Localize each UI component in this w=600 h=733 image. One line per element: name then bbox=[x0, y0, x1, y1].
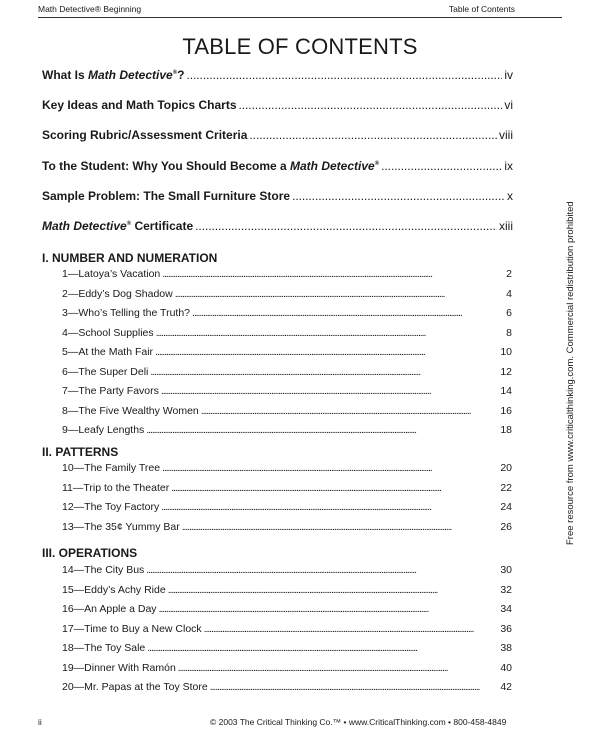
dot-leader bbox=[146, 564, 498, 576]
page-number: 40 bbox=[500, 661, 512, 674]
section-list bbox=[62, 268, 512, 444]
section-heading: I. NUMBER AND NUMERATION bbox=[42, 251, 218, 265]
list-item[interactable] bbox=[62, 405, 512, 425]
toc-entry-key-ideas[interactable] bbox=[42, 98, 513, 128]
item-title: 7—The Party Favors bbox=[62, 385, 159, 397]
item-title: 2—Eddy’s Dog Shadow bbox=[62, 287, 173, 300]
footer-copyright: © 2003 The Critical Thinking Co.™ • www.CriticalThinking.com • 800-458-4849 bbox=[210, 717, 507, 727]
dot-leader bbox=[186, 68, 502, 82]
dot-leader bbox=[171, 482, 498, 494]
header-rule bbox=[38, 17, 562, 18]
list-item[interactable] bbox=[62, 424, 512, 444]
item-title: 9—Leafy Lengths bbox=[62, 424, 145, 436]
section-heading: II. PATTERNS bbox=[42, 445, 119, 459]
list-item[interactable] bbox=[62, 662, 512, 682]
toc-entry-certificate[interactable] bbox=[42, 219, 513, 249]
item-title: 5—At the Math Fair bbox=[62, 346, 154, 358]
dot-leader bbox=[292, 189, 505, 203]
list-item[interactable] bbox=[62, 584, 512, 604]
page-number: ix bbox=[504, 158, 513, 173]
running-header-left: Math Detective® Beginning bbox=[38, 4, 142, 14]
dot-leader bbox=[168, 584, 499, 596]
page-number: 30 bbox=[500, 564, 512, 576]
list-item[interactable] bbox=[62, 521, 512, 541]
item-title: 19—Dinner With Ramón bbox=[62, 661, 176, 674]
dot-leader bbox=[161, 501, 498, 513]
entry-title: Scoring Rubric/Assessment Criteria bbox=[42, 128, 248, 143]
list-item[interactable] bbox=[62, 603, 512, 623]
item-title: 4—School Supplies bbox=[62, 326, 154, 339]
page-number: 14 bbox=[500, 385, 512, 397]
entry-title: Key Ideas and Math Topics Charts bbox=[42, 98, 237, 113]
dot-leader bbox=[147, 642, 498, 654]
side-note: Free resource from www.criticalthinking.com. Commercial redistribution prohibited bbox=[565, 201, 576, 545]
entry-title: Math Detective® Certificate bbox=[42, 218, 194, 233]
item-title: 15—Eddy’s Achy Ride bbox=[62, 583, 166, 596]
page-number: 6 bbox=[506, 307, 512, 319]
dot-leader bbox=[381, 159, 502, 173]
section-heading: III. OPERATIONS bbox=[42, 546, 138, 560]
list-item[interactable] bbox=[62, 327, 512, 347]
toc-entry-scoring-rubric[interactable] bbox=[42, 128, 513, 158]
dot-leader bbox=[210, 681, 499, 693]
page-number: iv bbox=[504, 68, 513, 82]
item-title: 17—Time to Buy a New Clock bbox=[62, 622, 202, 635]
item-title: 1—Latoya’s Vacation bbox=[62, 268, 161, 280]
dot-leader bbox=[182, 521, 499, 533]
section-list bbox=[62, 564, 512, 701]
list-item[interactable] bbox=[62, 501, 512, 521]
page-title: TABLE OF CONTENTS bbox=[182, 34, 418, 59]
toc-entry-sample-problem[interactable] bbox=[42, 189, 513, 219]
page-number: 10 bbox=[500, 346, 512, 358]
page-number: 8 bbox=[506, 326, 512, 339]
dot-leader bbox=[239, 98, 503, 112]
list-item[interactable] bbox=[62, 366, 512, 386]
page-number: 18 bbox=[500, 424, 512, 436]
entry-title: To the Student: Why You Should Become a Math Detective® bbox=[42, 158, 380, 173]
dot-leader bbox=[159, 603, 499, 615]
list-item[interactable] bbox=[62, 307, 512, 327]
list-item[interactable] bbox=[62, 623, 512, 643]
dot-leader bbox=[161, 385, 498, 397]
main-toc bbox=[42, 68, 513, 249]
dot-leader bbox=[156, 327, 505, 339]
page-number: 34 bbox=[500, 603, 512, 615]
page-number: xiii bbox=[499, 218, 513, 233]
page-number: x bbox=[507, 188, 513, 203]
item-title: 8—The Five Wealthy Women bbox=[62, 404, 199, 417]
item-title: 10—The Family Tree bbox=[62, 462, 161, 474]
item-title: 12—The Toy Factory bbox=[62, 501, 160, 513]
page-number: 32 bbox=[500, 583, 512, 596]
item-title: 16—An Apple a Day bbox=[62, 603, 157, 615]
list-item[interactable] bbox=[62, 482, 512, 502]
item-title: 14—The City Bus bbox=[62, 564, 145, 576]
list-item[interactable] bbox=[62, 346, 512, 366]
entry-title: Sample Problem: The Small Furniture Store bbox=[42, 188, 291, 203]
item-title: 18—The Toy Sale bbox=[62, 642, 146, 654]
item-title: 13—The 35¢ Yummy Bar bbox=[62, 520, 180, 533]
dot-leader bbox=[178, 662, 499, 674]
list-item[interactable] bbox=[62, 681, 512, 701]
running-header-right: Table of Contents bbox=[448, 4, 515, 14]
page-number: 38 bbox=[500, 642, 512, 654]
toc-entry-what-is[interactable] bbox=[42, 68, 513, 98]
list-item[interactable] bbox=[62, 288, 512, 308]
page-number: viii bbox=[499, 128, 513, 143]
list-item[interactable] bbox=[62, 462, 512, 482]
section-list bbox=[62, 462, 512, 540]
page-number: 16 bbox=[500, 404, 512, 417]
dot-leader bbox=[249, 128, 497, 142]
dot-leader bbox=[204, 623, 499, 635]
page-number: 22 bbox=[500, 481, 512, 494]
page-number: 4 bbox=[506, 287, 512, 300]
dot-leader bbox=[162, 268, 504, 280]
list-item[interactable] bbox=[62, 564, 512, 584]
dot-leader bbox=[175, 288, 504, 300]
item-title: 6—The Super Deli bbox=[62, 365, 149, 378]
dot-leader bbox=[162, 462, 498, 474]
list-item[interactable] bbox=[62, 642, 512, 662]
page-number: 42 bbox=[500, 681, 512, 693]
item-title: 11—Trip to the Theater bbox=[62, 481, 170, 494]
entry-title: What Is Math Detective®? bbox=[42, 68, 185, 82]
page-number: vi bbox=[504, 98, 513, 113]
page-number: 24 bbox=[500, 501, 512, 513]
page-number: 2 bbox=[506, 268, 512, 280]
dot-leader bbox=[201, 405, 499, 417]
footer-page-number: ii bbox=[38, 717, 42, 727]
dot-leader bbox=[150, 366, 498, 378]
dot-leader bbox=[192, 307, 504, 319]
page-number: 20 bbox=[500, 462, 512, 474]
item-title: 3—Who’s Telling the Truth? bbox=[62, 307, 191, 319]
page-number: 12 bbox=[500, 365, 512, 378]
dot-leader bbox=[195, 219, 497, 233]
page-number: 26 bbox=[500, 520, 512, 533]
item-title: 20—Mr. Papas at the Toy Store bbox=[62, 681, 208, 693]
page-number: 36 bbox=[500, 622, 512, 635]
toc-entry-to-the-student[interactable] bbox=[42, 159, 513, 189]
dot-leader bbox=[155, 346, 498, 358]
list-item[interactable] bbox=[62, 385, 512, 405]
dot-leader bbox=[146, 424, 498, 436]
list-item[interactable] bbox=[62, 268, 512, 288]
